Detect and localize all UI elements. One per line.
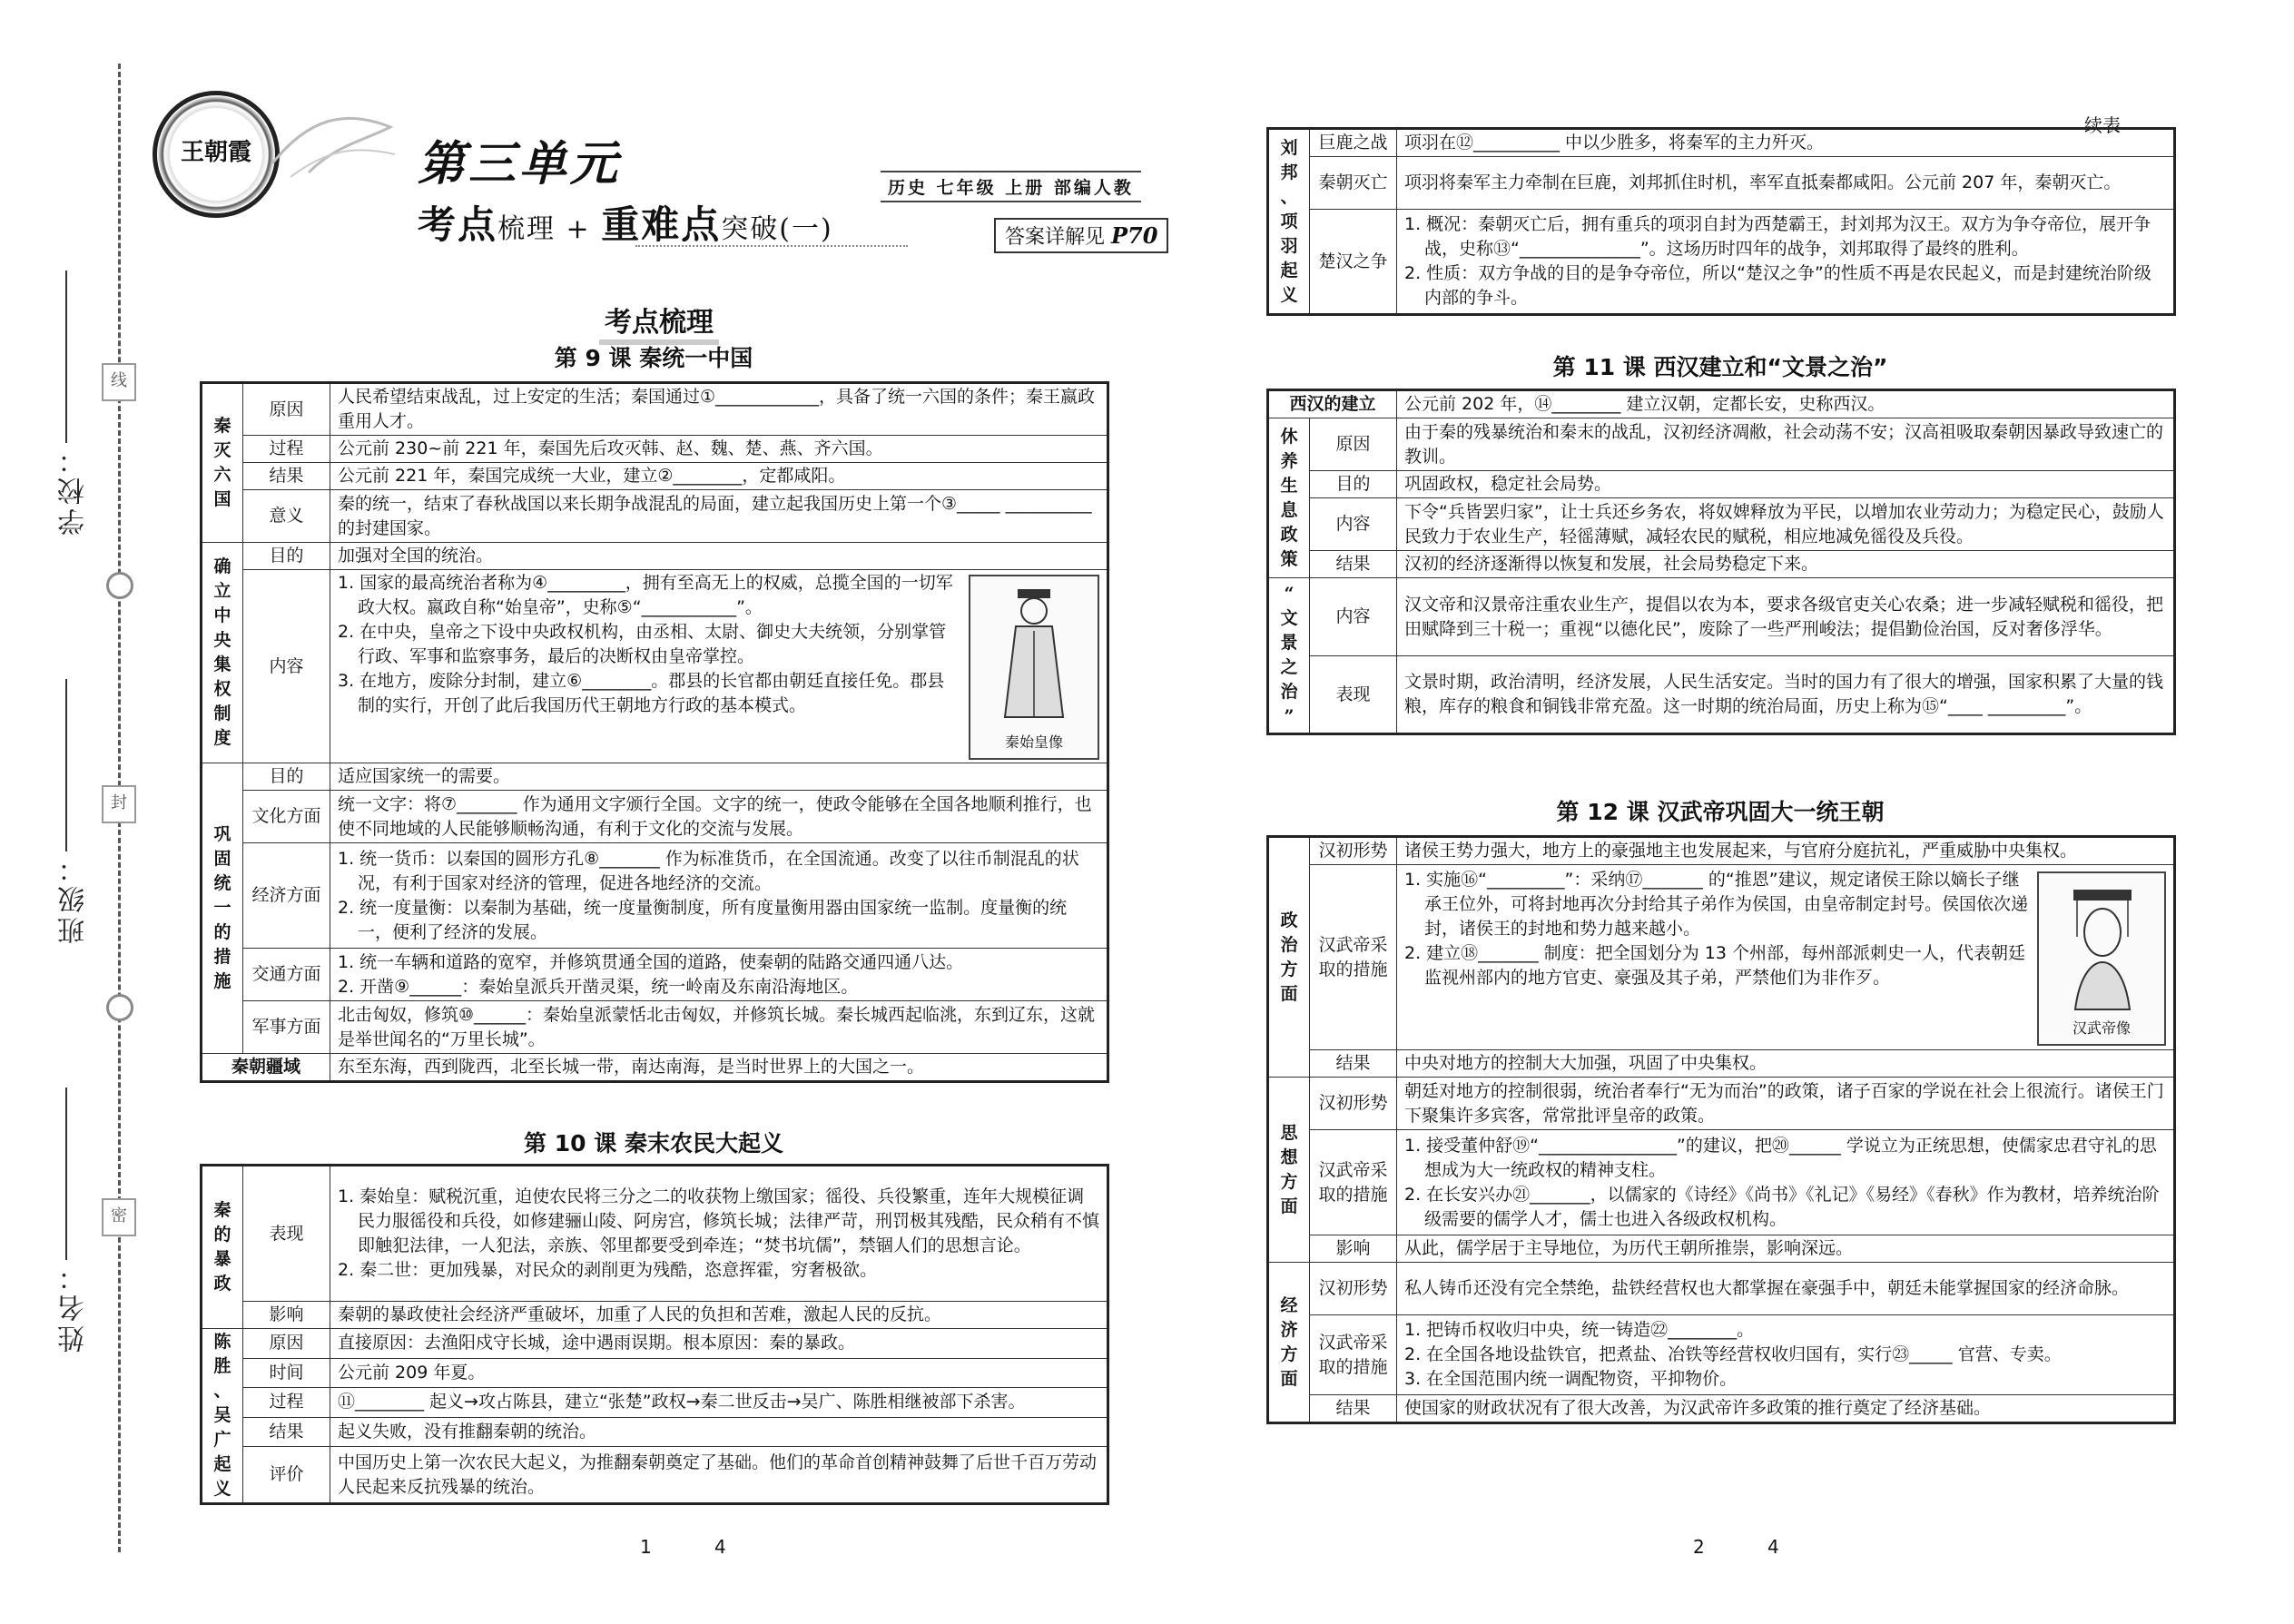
table-row: [202, 791, 1108, 843]
category-char: 权: [213, 679, 231, 699]
category-cell: 秦朝疆域: [202, 1054, 330, 1082]
class-blank[interactable]: [66, 679, 68, 851]
table-row: [1268, 471, 2175, 498]
row-content: 秦的统一，结束了春秋战国以来长期争战混乱的局面，建立起我国历史上第一个③_____ __________的封建国家。: [330, 490, 1108, 543]
lesson10-title: 第 10 课 秦末农民大起义: [524, 1130, 783, 1156]
row-content: 朝廷对地方的控制很弱，统治者奉行“无为而治”的政策，诸子百家的学说在社会上很流行。诸侯王门下聚集许多宾客，常常批评皇帝的政策。: [1397, 1078, 2175, 1130]
category-char: 度: [213, 728, 231, 748]
category-char: 央: [213, 630, 231, 650]
ribbon-decoration-icon: [272, 100, 399, 182]
content-line: 2. 统一度量衡：以秦制为基础，统一度量衡制度，所有度量衡用器由国家统一监制。度量衡的统一，便利了经济的发展。: [338, 897, 1068, 942]
table-row: [1268, 390, 2175, 418]
content-line: 1. 实施⑯“_________”：采纳⑰_______ 的“推恩”建议，规定诸侯王除以嫡长子继承王位外，可将封地再次分封给其子弟作为侯国，由皇帝制定封号。侯国依次递封，诸侯王的封地和势力越来越小。: [1404, 869, 2029, 939]
name-label: 姓名：: [58, 1260, 90, 1353]
table-row: [1268, 1263, 2175, 1315]
category-char: 制: [213, 704, 231, 723]
content-line: 1. 把铸币权收归中央，统一铸造㉒________。: [1404, 1320, 1755, 1340]
category-char: 政: [1280, 910, 1298, 930]
lesson11-title: 第 11 课 西汉建立和“文景之治”: [1552, 354, 1888, 380]
row-content: 巩固政权，稳定社会局势。: [1397, 471, 2175, 498]
row-label: 汉初形势: [1310, 1078, 1397, 1130]
section-title: 考点梳理: [599, 300, 719, 345]
category-char: 义: [213, 1479, 231, 1499]
table-row: [202, 570, 1108, 763]
category-char: 之: [1280, 657, 1298, 677]
content-line: 2. 性质：双方争战的目的是争夺帝位，所以“楚汉之争”的性质不再是农民起义，而是封建统治阶级内部的争斗。: [1404, 263, 2151, 308]
table-row: [1268, 656, 2175, 734]
row-label: 原因: [243, 1329, 330, 1359]
category-char: 暴: [213, 1249, 231, 1269]
category-char: 国: [213, 489, 231, 509]
subject-tag: 历史 七年级 上册 部编人教: [881, 171, 1141, 202]
row-label: 汉武帝采取的措施: [1310, 1130, 1397, 1235]
row-label: 汉武帝采取的措施: [1310, 865, 1397, 1050]
table-row: [1268, 1315, 2175, 1395]
row-content: 人民希望结束战乱，过上安定的生活；秦国通过①____________，具备了统一六国的条件；秦王嬴政重用人才。: [330, 383, 1108, 436]
category-char: 陈: [213, 1332, 231, 1352]
row-label: 过程: [243, 1388, 330, 1418]
continued-label: 续表: [2084, 114, 2121, 136]
row-content: 直接原因：去渔阳戍守长城，途中遇雨误期。根本原因：秦的暴政。: [330, 1329, 1108, 1359]
lesson9-title: 第 9 课 秦统一中国: [554, 345, 753, 371]
lesson11-table: [1266, 389, 2176, 735]
binding-hole-icon: [106, 572, 133, 599]
binding-mark-seal: 封: [102, 785, 136, 823]
category-char: 治: [1280, 682, 1298, 702]
row-content: 统一文字：将⑦_______ 作为通用文字颁行全国。文字的统一，使政令能够在全国各地顺利推行，也使不同地域的人民能够顺畅沟通，有利于文化的交流与发展。: [330, 791, 1108, 843]
category-char: 立: [213, 581, 231, 601]
table-row: [202, 1302, 1108, 1329]
dotted-decoration: [635, 245, 908, 247]
row-label: 结果: [243, 463, 330, 490]
table-row: [202, 463, 1108, 490]
row-content: [1397, 1315, 2175, 1395]
table-row: [1268, 865, 2175, 1050]
row-content: 汉初的经济逐渐得以恢复和发展，社会局势稳定下来。: [1397, 551, 2175, 578]
category-char: 施: [213, 971, 231, 991]
category-char: 邦: [1280, 162, 1298, 182]
content-line: 3. 在地方，废除分封制，建立⑥________。郡县的长官都由朝廷直接任免。郡县制的实行，开创了此后我国历代王朝地方行政的基本模式。: [338, 671, 945, 715]
lesson10-table: [200, 1164, 1109, 1505]
content-line: 1. 接受董仲舒⑲“________________”的建议，把⑳______ 学说立为正统思想，使儒家忠君守礼的思想成为大一统政权的精神支柱。: [1404, 1135, 2157, 1180]
qin-shihuang-illustration: [969, 575, 1099, 760]
name-blank[interactable]: [66, 1088, 68, 1260]
brand-logo: [153, 91, 280, 218]
han-wudi-illustration: [2037, 871, 2166, 1046]
content-line: 3. 在全国范围内统一调配物资，平抑物价。: [1404, 1369, 1738, 1389]
row-label: 经济方面: [243, 843, 330, 949]
table-row: [202, 1447, 1108, 1504]
category-cell: [202, 1329, 243, 1504]
category-cell: [1268, 1263, 1310, 1423]
answer-reference: 答案详解见 P70: [994, 218, 1168, 253]
content-line: 2. 秦二世：更加残暴，对民众的剥削更为残酷，恣意挥霍，穷奢极欲。: [338, 1260, 878, 1280]
row-content: [330, 843, 1108, 949]
category-cell: [1268, 129, 1310, 315]
category-char: 固: [213, 849, 231, 869]
table-row: [202, 949, 1108, 1001]
row-content: [330, 1166, 1108, 1302]
row-content: [330, 570, 1108, 763]
lesson9-table: [200, 381, 1109, 1083]
content-line: 1. 概况：秦朝灭亡后，拥有重兵的项羽自封为西楚霸王，封刘邦为汉王。双方为争夺帝位，展开争战，史称⑬“______________”。这场历时四年的战争，刘邦取得了最终的胜利。: [1404, 214, 2151, 259]
category-char: 起: [1280, 260, 1298, 281]
row-content: 东至东海，西到陇西，北至长城一带，南达南海，是当时世界上的大国之一。: [330, 1054, 1108, 1082]
row-label: 内容: [243, 570, 330, 763]
category-cell: [202, 1166, 243, 1329]
category-char: 、: [213, 1381, 231, 1401]
table-row: [1268, 1050, 2175, 1078]
row-label: 目的: [1310, 471, 1397, 498]
row-label: 结果: [1310, 1395, 1397, 1423]
row-content: [1397, 210, 2175, 315]
table-row: [202, 383, 1108, 436]
row-content: ⑪________ 起义→攻占陈县，建立“张楚”政权→秦二世反击→吴广、陈胜相继被部下杀害。: [330, 1388, 1108, 1418]
category-cell: [1268, 418, 1310, 578]
content-line: 2. 在全国各地设盐铁官，把煮盐、冶铁等经营权收归国有，实行㉓_____ 官营、专卖。: [1404, 1344, 2062, 1364]
row-content: 公元前 209 年夏。: [330, 1358, 1108, 1388]
school-field: [54, 263, 94, 536]
content-line: 2. 在长安兴办㉑_______，以儒家的《诗经》《尚书》《礼记》《易经》《春秋》作为教材，培养统治阶级需要的儒学人才，儒士也进入各级政权机构。: [1404, 1184, 2160, 1229]
table-row: [1268, 157, 2175, 210]
illustration-caption: 汉武帝像: [2072, 1019, 2131, 1037]
row-label: 巨鹿之战: [1310, 129, 1397, 157]
row-label: 影响: [1310, 1235, 1397, 1263]
row-content: 加强对全国的统治。: [330, 543, 1108, 570]
category-char: 巩: [213, 824, 231, 844]
table-row: [202, 543, 1108, 570]
row-label: 原因: [1310, 418, 1397, 471]
category-char: 经: [1280, 1294, 1298, 1315]
row-label: 目的: [243, 763, 330, 791]
row-label: 秦朝灭亡: [1310, 157, 1397, 210]
name-field: [54, 1080, 94, 1353]
page-number: 1: [640, 1536, 652, 1558]
category-cell: [202, 763, 243, 1054]
row-content: 由于秦的残暴统治和秦末的战乱，汉初经济凋敝，社会动荡不安；汉高祖吸取秦朝因暴政导致速亡的教训。: [1397, 418, 2175, 471]
row-label: 结果: [1310, 551, 1397, 578]
lesson12-title: 第 12 课 汉武帝巩固大一统王朝: [1556, 799, 1885, 825]
category-char: 方: [1280, 959, 1298, 979]
row-content: 汉文帝和汉景帝注重农业生产，提倡以农为本，要求各级官吏关心农桑；进一步减轻赋税和徭役，把田赋降到三十税一；重视“以德化民”，废除了一些严刑峻法；提倡勤俭治国，反对奢侈浮华。: [1397, 578, 2175, 656]
table-row: [1268, 1078, 2175, 1130]
row-label: 汉武帝采取的措施: [1310, 1315, 1397, 1395]
category-char: 文: [1280, 608, 1298, 628]
category-char: 息: [1280, 499, 1298, 520]
row-content: 公元前 230~前 221 年，秦国先后攻灭韩、赵、魏、楚、燕、齐六国。: [330, 436, 1108, 463]
row-content: [1397, 1130, 2175, 1235]
lesson10-continued-table: [1266, 127, 2176, 316]
binding-mark-secret: 密: [102, 1198, 136, 1236]
row-label: 汉初形势: [1310, 1263, 1397, 1315]
row-content: [330, 949, 1108, 1001]
table-row: [1268, 129, 2175, 157]
row-content: 中国历史上第一次农民大起义，为推翻秦朝奠定了基础。他们的革命首创精神鼓舞了后世千百万劳动人民起来反抗残暴的统治。: [330, 1447, 1108, 1504]
lesson12-table: [1266, 835, 2176, 1424]
content-line: 2. 开凿⑨______：秦始皇派兵开凿灵渠，统一岭南及东南沿海地区。: [338, 976, 859, 997]
row-content: 公元前 221 年，秦国完成统一大业，建立②________，定都咸阳。: [330, 463, 1108, 490]
category-char: 一: [213, 898, 231, 918]
category-cell: 西汉的建立: [1268, 390, 1397, 418]
category-char: 政: [213, 1274, 231, 1294]
category-cell: [1268, 578, 1310, 734]
row-label: 意义: [243, 490, 330, 543]
illustration-caption: 秦始皇像: [1004, 733, 1063, 751]
category-char: 刘: [1280, 137, 1298, 158]
row-content: 文景时期，政治清明，经济发展，人民生活安定。当时的国力有了很大的增强，国家积累了大量的钱粮，库存的粮食和铜钱非常充盈。这一时期的统治局面，历史上称为⑮“____ _________”。: [1397, 656, 2175, 734]
category-char: 义: [1280, 284, 1298, 305]
category-char: 集: [213, 655, 231, 674]
table-row: [202, 490, 1108, 543]
row-label: 表现: [243, 1166, 330, 1302]
category-char: 方: [1280, 1171, 1298, 1192]
table-row: [202, 1166, 1108, 1302]
category-char: 济: [1280, 1319, 1298, 1340]
category-char: 面: [1280, 1196, 1298, 1216]
category-cell: [1268, 837, 1310, 1078]
row-content: [1397, 865, 2175, 1050]
category-cell: [1268, 1078, 1310, 1263]
page-subtitle: 考点梳理 + 重难点突破(一): [418, 202, 833, 247]
table-row: [202, 1054, 1108, 1082]
emperor-figure-icon: [998, 586, 1070, 722]
category-cell: [202, 543, 243, 763]
row-label: 结果: [243, 1417, 330, 1447]
row-label: 汉初形势: [1310, 837, 1397, 865]
row-content: 起义失败，没有推翻秦朝的统治。: [330, 1417, 1108, 1447]
category-char: 措: [213, 947, 231, 967]
content-line: 1. 统一货币：以秦国的圆形方孔⑧_______ 作为标准货币，在全国流通。改变了以往币制混乱的状况，有利于国家对经济的管理，促进各地经济的交流。: [338, 848, 1079, 893]
category-char: 思: [1280, 1122, 1298, 1143]
row-label: 时间: [243, 1358, 330, 1388]
table-row: [202, 1329, 1108, 1359]
class-label: 班级：: [58, 851, 90, 944]
row-content: 秦朝的暴政使社会经济严重破坏，加重了人民的负担和苦难，激起人民的反抗。: [330, 1302, 1108, 1329]
row-content: 公元前 202 年，⑭________ 建立汉朝，定都长安，史称西汉。: [1397, 390, 2175, 418]
content-line: 1. 秦始皇：赋税沉重，迫使农民将三分之二的收获物上缴国家；徭役、兵役繁重，连年大规模征调民力服徭役和兵役，如修建骊山陵、阿房宫，修筑长城；法律严苛，刑罚极其残酷，民众稍有不慎即触犯法律，一人犯法，亲族、邻里都要受到牵连；“焚书坑儒”，禁锢人们的思想言论。: [338, 1186, 1100, 1255]
table-row: [1268, 498, 2175, 551]
category-char: 的: [213, 1225, 231, 1245]
row-label: 评价: [243, 1447, 330, 1504]
row-label: 内容: [1310, 498, 1397, 551]
school-label: 学校：: [58, 443, 90, 536]
category-char: 统: [213, 873, 231, 893]
row-content: 私人铸币还没有完全禁绝，盐铁经营权也大都掌握在豪强手中，朝廷未能掌握国家的经济命脉。: [1397, 1263, 2175, 1315]
category-char: 广: [213, 1430, 231, 1450]
table-row: [1268, 837, 2175, 865]
category-cell: [202, 383, 243, 543]
category-char: 治: [1280, 934, 1298, 955]
row-content: 使国家的财政状况有了很大改善，为汉武帝许多政策的推行奠定了经济基础。: [1397, 1395, 2175, 1423]
table-row: [202, 763, 1108, 791]
category-char: ”: [1284, 706, 1295, 726]
table-row: [1268, 551, 2175, 578]
category-char: 中: [213, 605, 231, 625]
category-char: “: [1284, 584, 1295, 604]
row-label: 军事方面: [243, 1001, 330, 1054]
table-row: [202, 1001, 1108, 1054]
category-char: 养: [1280, 450, 1298, 471]
content-line: 1. 国家的最高统治者称为④_________，拥有至高无上的权威，总揽全国的一切军政大权。嬴政自称“始皇帝”，史称⑤“___________”。: [338, 573, 953, 617]
row-label: 楚汉之争: [1310, 210, 1397, 315]
table-row: [1268, 418, 2175, 471]
row-content: 北击匈奴，修筑⑩______：秦始皇派蒙恬北击匈奴，并修筑长城。秦长城西起临洮，东到辽东，这就是举世闻名的“万里长城”。: [330, 1001, 1108, 1054]
table-row: [202, 1417, 1108, 1447]
table-row: [1268, 210, 2175, 315]
category-char: 的: [213, 922, 231, 942]
page-number: 2: [1693, 1536, 1705, 1558]
row-content: 适应国家统一的需要。: [330, 763, 1108, 791]
unit-title: 第三单元: [418, 136, 622, 192]
table-row: [202, 1388, 1108, 1418]
row-label: 表现: [1310, 656, 1397, 734]
page-number: 4: [1767, 1536, 1779, 1558]
row-label: 过程: [243, 436, 330, 463]
school-blank[interactable]: [66, 271, 68, 443]
content-line: 2. 在中央，皇帝之下设中央政权机构，由丞相、太尉、御史大夫统领，分别掌管行政、军事和监察事务，最后的决断权由皇帝掌控。: [338, 622, 947, 666]
category-char: 吴: [213, 1405, 231, 1425]
row-content: 从此，儒学居于主导地位，为历代王朝所推崇，影响深远。: [1397, 1235, 2175, 1263]
row-label: 结果: [1310, 1050, 1397, 1078]
category-char: 方: [1280, 1343, 1298, 1364]
category-char: 起: [213, 1454, 231, 1474]
binding-hole-icon: [106, 994, 133, 1021]
category-char: 休: [1280, 426, 1298, 447]
content-line: 1. 统一车辆和道路的宽窄，并修筑贯通全国的道路，使秦朝的陆路交通四通八达。: [338, 951, 964, 972]
category-char: 面: [1280, 983, 1298, 1004]
row-content: 下令“兵皆罢归家”，让士兵还乡务农，将奴婢释放为平民，以增加农业劳动力；为稳定民心，鼓励人民致力于农业生产，轻徭薄赋，减轻农民的赋税，相应地减免徭役及兵役。: [1397, 498, 2175, 551]
category-char: 政: [1280, 524, 1298, 545]
logo-text: 王朝霞: [180, 139, 251, 166]
row-label: 目的: [243, 543, 330, 570]
category-char: 策: [1280, 548, 1298, 569]
category-char: 秦: [213, 416, 231, 436]
table-row: [1268, 1130, 2175, 1235]
content-line: 2. 建立⑱_______ 制度：把全国划分为 13 个州部，每州部派刺史一人，代表朝廷监视州部内的地方官吏、豪强及其子弟，严禁他们为非作歹。: [1404, 942, 2025, 988]
row-label: 交通方面: [243, 949, 330, 1001]
table-row: [202, 1358, 1108, 1388]
row-label: 原因: [243, 383, 330, 436]
category-char: 生: [1280, 475, 1298, 496]
category-char: 想: [1280, 1147, 1298, 1167]
table-row: [202, 843, 1108, 949]
page-number: 4: [714, 1536, 726, 1558]
row-content: 项羽将秦军主力牵制在巨鹿，刘邦抓住时机，率军直抵秦都咸阳。公元前 207 年，秦朝灭亡。: [1397, 157, 2175, 210]
category-char: 确: [213, 556, 231, 576]
category-char: 胜: [213, 1356, 231, 1376]
row-label: 文化方面: [243, 791, 330, 843]
category-char: 灭: [213, 440, 231, 460]
category-char: 羽: [1280, 235, 1298, 256]
table-row: [1268, 1395, 2175, 1423]
table-row: [202, 436, 1108, 463]
category-char: 项: [1280, 211, 1298, 231]
row-label: 影响: [243, 1302, 330, 1329]
table-row: [1268, 578, 2175, 656]
category-char: 、: [1280, 186, 1298, 207]
row-content: 项羽在⑫__________ 中以少胜多，将秦军的主力歼灭。: [1397, 129, 2175, 157]
binding-mark-line: 线: [102, 363, 136, 401]
class-field: [54, 672, 94, 944]
category-char: 景: [1280, 633, 1298, 653]
category-char: 秦: [213, 1200, 231, 1220]
category-char: 面: [1280, 1368, 1298, 1389]
emperor-portrait-icon: [2066, 882, 2139, 1019]
row-content: 中央对地方的控制大大加强，巩固了中央集权。: [1397, 1050, 2175, 1078]
row-label: 内容: [1310, 578, 1397, 656]
row-content: 诸侯王势力强大，地方上的豪强地主也发展起来，与官府分庭抗礼，严重威胁中央集权。: [1397, 837, 2175, 865]
category-char: 六: [213, 465, 231, 485]
table-row: [1268, 1235, 2175, 1263]
